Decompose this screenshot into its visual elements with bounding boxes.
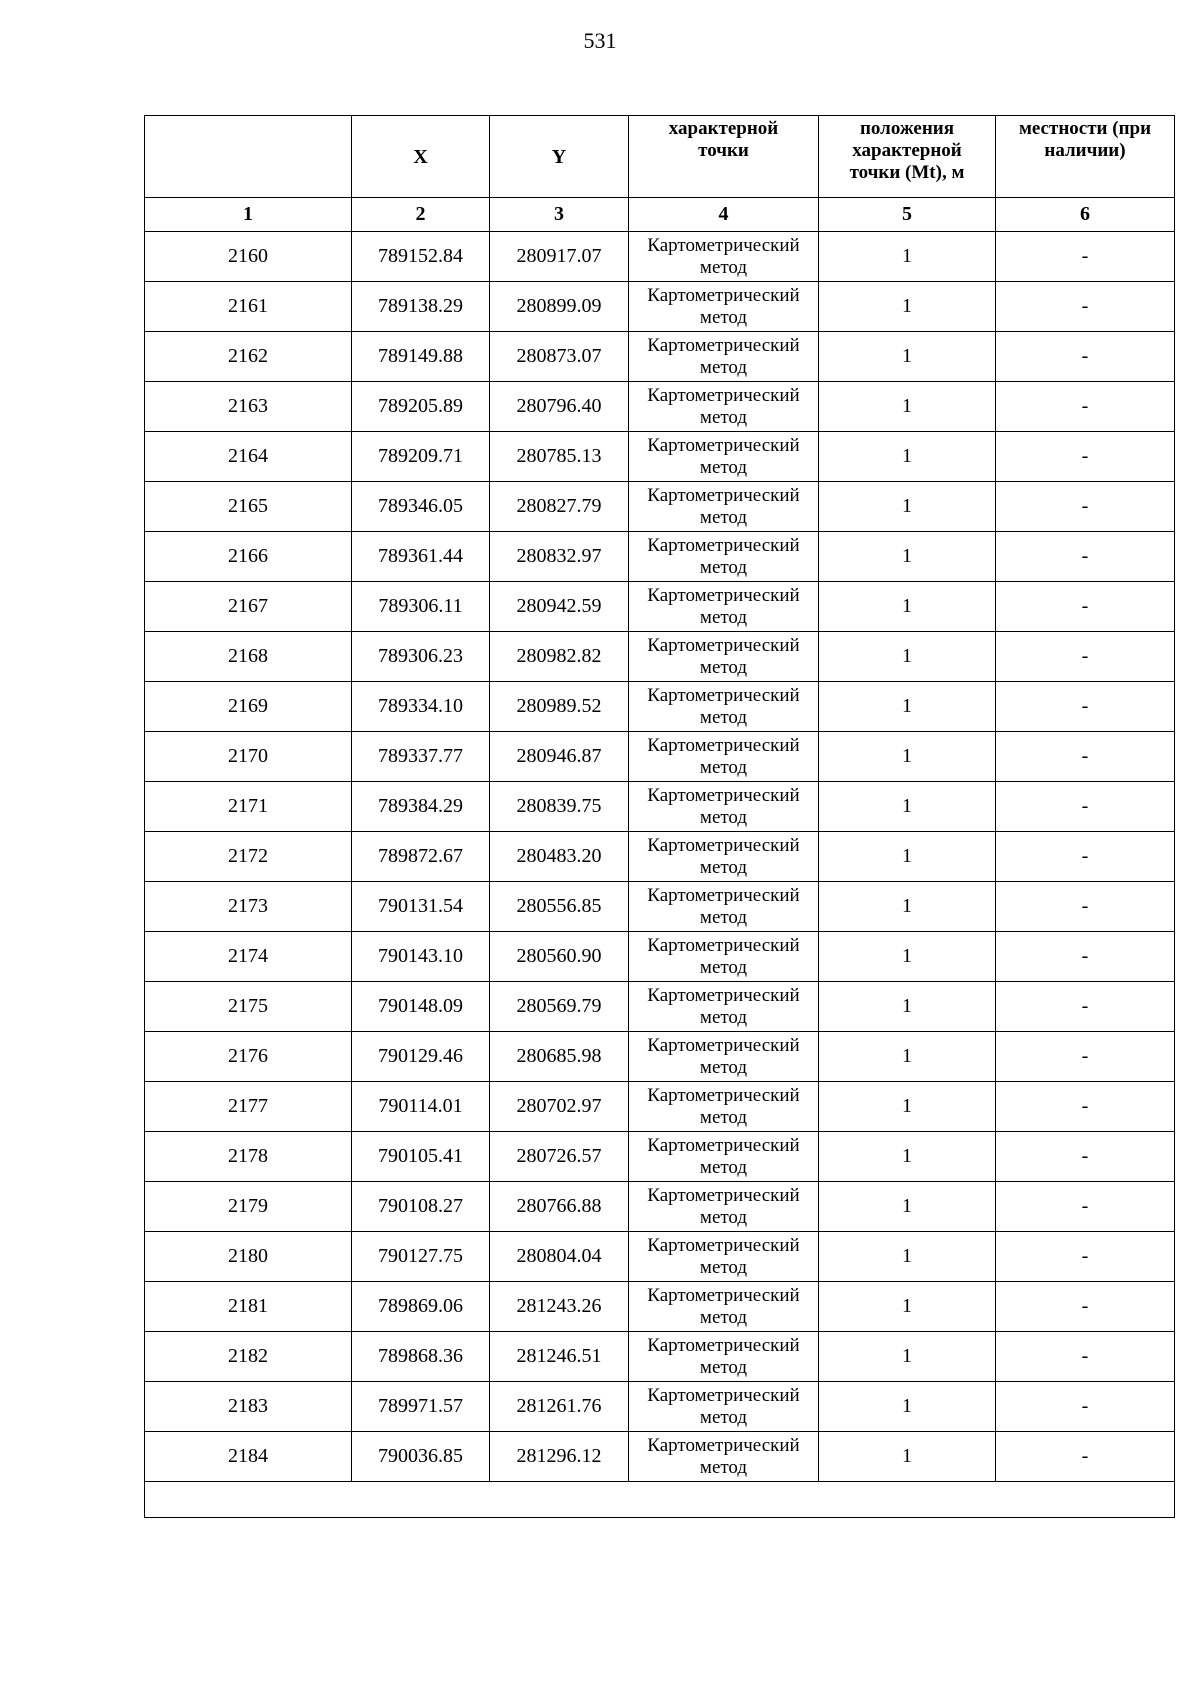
accuracy-cell: 1: [819, 282, 996, 332]
method-cell: [629, 982, 819, 1032]
method-line: Картометрический: [647, 384, 800, 406]
method-cell: [629, 582, 819, 632]
method-line: метод: [699, 356, 748, 378]
method-line: Картометрический: [647, 684, 800, 706]
column-number-row: [145, 198, 1175, 232]
accuracy-cell: 1: [819, 1332, 996, 1382]
y-coordinate-cell: 280989.52: [490, 682, 629, 732]
accuracy-cell: 1: [819, 682, 996, 732]
point-number-cell: 2163: [145, 382, 352, 432]
column-number: 4: [629, 198, 819, 232]
y-coordinate-cell: 280766.88: [490, 1182, 629, 1232]
table-row: [145, 232, 1175, 282]
y-coordinate-cell: 280839.75: [490, 782, 629, 832]
description-cell: -: [996, 1132, 1175, 1182]
x-coordinate-cell: 789205.89: [352, 382, 490, 432]
method-cell: [629, 682, 819, 732]
method-cell: [629, 1332, 819, 1382]
y-coordinate-cell: 280796.40: [490, 382, 629, 432]
point-number-cell: 2179: [145, 1182, 352, 1232]
method-cell: [629, 932, 819, 982]
description-cell: -: [996, 1382, 1175, 1432]
header-point-number: [145, 116, 352, 198]
description-cell: -: [996, 432, 1175, 482]
description-cell: -: [996, 332, 1175, 382]
header-row: [145, 116, 1175, 198]
method-line: метод: [699, 456, 748, 478]
method-line: метод: [699, 1456, 748, 1478]
method-line: метод: [699, 856, 748, 878]
point-number-cell: 2173: [145, 882, 352, 932]
point-number-cell: 2177: [145, 1082, 352, 1132]
method-line: метод: [699, 606, 748, 628]
x-coordinate-cell: 789149.88: [352, 332, 490, 382]
method-line: Картометрический: [647, 634, 800, 656]
header-method: характерной точки: [629, 116, 819, 198]
method-line: метод: [699, 406, 748, 428]
point-number-cell: 2176: [145, 1032, 352, 1082]
table-row: [145, 882, 1175, 932]
table-row: [145, 1432, 1175, 1482]
method-line: Картометрический: [647, 1284, 800, 1306]
description-cell: -: [996, 1032, 1175, 1082]
method-cell: [629, 1282, 819, 1332]
table-row: [145, 682, 1175, 732]
header-y: Y: [490, 116, 629, 198]
table-row: [145, 1382, 1175, 1432]
method-line: Картометрический: [647, 284, 800, 306]
accuracy-cell: 1: [819, 932, 996, 982]
y-coordinate-cell: 280556.85: [490, 882, 629, 932]
method-line: метод: [699, 656, 748, 678]
description-cell: -: [996, 982, 1175, 1032]
x-coordinate-cell: 789872.67: [352, 832, 490, 882]
accuracy-cell: 1: [819, 532, 996, 582]
description-cell: -: [996, 1082, 1175, 1132]
method-line: Картометрический: [647, 984, 800, 1006]
column-number: 2: [352, 198, 490, 232]
page-number: 531: [583, 28, 617, 53]
method-line: метод: [699, 1206, 748, 1228]
accuracy-cell: 1: [819, 382, 996, 432]
accuracy-cell: 1: [819, 332, 996, 382]
method-line: Картометрический: [647, 1034, 800, 1056]
table-row: [145, 982, 1175, 1032]
description-cell: -: [996, 582, 1175, 632]
point-number-cell: 2166: [145, 532, 352, 582]
table-row: [145, 1132, 1175, 1182]
description-cell: -: [996, 732, 1175, 782]
point-number-cell: 2164: [145, 432, 352, 482]
x-coordinate-cell: 789209.71: [352, 432, 490, 482]
x-coordinate-cell: 789152.84: [352, 232, 490, 282]
y-coordinate-cell: 280569.79: [490, 982, 629, 1032]
y-coordinate-cell: 280702.97: [490, 1082, 629, 1132]
x-coordinate-cell: 790114.01: [352, 1082, 490, 1132]
method-line: метод: [699, 556, 748, 578]
y-coordinate-cell: 280560.90: [490, 932, 629, 982]
accuracy-cell: 1: [819, 1432, 996, 1482]
table-row: [145, 1232, 1175, 1282]
x-coordinate-cell: 789868.36: [352, 1332, 490, 1382]
point-number-cell: 2172: [145, 832, 352, 882]
method-line: метод: [699, 1006, 748, 1028]
method-line: Картометрический: [647, 1334, 800, 1356]
method-line: Картометрический: [647, 784, 800, 806]
column-number: 1: [145, 198, 352, 232]
point-number-cell: 2180: [145, 1232, 352, 1282]
accuracy-cell: 1: [819, 1182, 996, 1232]
y-coordinate-cell: 280832.97: [490, 532, 629, 582]
description-cell: -: [996, 1332, 1175, 1382]
method-cell: [629, 732, 819, 782]
method-cell: [629, 232, 819, 282]
description-cell: -: [996, 382, 1175, 432]
description-cell: -: [996, 832, 1175, 882]
method-line: Картометрический: [647, 934, 800, 956]
x-coordinate-cell: 789384.29: [352, 782, 490, 832]
point-number-cell: 2160: [145, 232, 352, 282]
method-line: Картометрический: [647, 584, 800, 606]
table-row: [145, 732, 1175, 782]
header-description: местности (при наличии): [996, 116, 1175, 198]
method-line: метод: [699, 806, 748, 828]
accuracy-cell: 1: [819, 1032, 996, 1082]
description-cell: -: [996, 532, 1175, 582]
x-coordinate-cell: 789306.11: [352, 582, 490, 632]
method-line: метод: [699, 1306, 748, 1328]
y-coordinate-cell: 280483.20: [490, 832, 629, 882]
method-cell: [629, 1132, 819, 1182]
y-coordinate-cell: 280685.98: [490, 1032, 629, 1082]
x-coordinate-cell: 789361.44: [352, 532, 490, 582]
method-cell: [629, 1182, 819, 1232]
method-cell: [629, 282, 819, 332]
point-number-cell: 2167: [145, 582, 352, 632]
method-line: метод: [699, 756, 748, 778]
table-row: [145, 432, 1175, 482]
header-x: X: [352, 116, 490, 198]
y-coordinate-cell: 280899.09: [490, 282, 629, 332]
accuracy-cell: 1: [819, 782, 996, 832]
method-cell: [629, 332, 819, 382]
method-cell: [629, 432, 819, 482]
point-number-cell: 2170: [145, 732, 352, 782]
method-line: Картометрический: [647, 234, 800, 256]
method-cell: [629, 1032, 819, 1082]
method-line: Картометрический: [647, 1434, 800, 1456]
empty-footer-cell: [145, 1482, 1175, 1518]
table-row: [145, 1332, 1175, 1382]
accuracy-cell: 1: [819, 1132, 996, 1182]
point-number-cell: 2178: [145, 1132, 352, 1182]
column-number: 5: [819, 198, 996, 232]
coordinates-table: [144, 115, 1175, 1518]
method-line: Картометрический: [647, 1184, 800, 1206]
table-row: [145, 1282, 1175, 1332]
description-cell: -: [996, 632, 1175, 682]
method-cell: [629, 632, 819, 682]
y-coordinate-cell: 281243.26: [490, 1282, 629, 1332]
accuracy-cell: 1: [819, 232, 996, 282]
method-line: метод: [699, 1406, 748, 1428]
method-line: Картометрический: [647, 834, 800, 856]
point-number-cell: 2162: [145, 332, 352, 382]
point-number-cell: 2184: [145, 1432, 352, 1482]
table-row: [145, 782, 1175, 832]
x-coordinate-cell: 789346.05: [352, 482, 490, 532]
header-accuracy: положения характерной точки (Mt), м: [819, 116, 996, 198]
method-cell: [629, 782, 819, 832]
y-coordinate-cell: 281296.12: [490, 1432, 629, 1482]
method-line: Картометрический: [647, 484, 800, 506]
point-number-cell: 2181: [145, 1282, 352, 1332]
accuracy-cell: 1: [819, 1082, 996, 1132]
method-line: метод: [699, 1106, 748, 1128]
method-line: Картометрический: [647, 734, 800, 756]
y-coordinate-cell: 280804.04: [490, 1232, 629, 1282]
x-coordinate-cell: 790129.46: [352, 1032, 490, 1082]
x-coordinate-cell: 790148.09: [352, 982, 490, 1032]
point-number-cell: 2183: [145, 1382, 352, 1432]
method-cell: [629, 1382, 819, 1432]
x-coordinate-cell: 790143.10: [352, 932, 490, 982]
method-line: Картометрический: [647, 1384, 800, 1406]
accuracy-cell: 1: [819, 632, 996, 682]
method-cell: [629, 1232, 819, 1282]
method-line: метод: [699, 1356, 748, 1378]
method-cell: [629, 382, 819, 432]
method-line: метод: [699, 956, 748, 978]
x-coordinate-cell: 789337.77: [352, 732, 490, 782]
accuracy-cell: 1: [819, 482, 996, 532]
accuracy-cell: 1: [819, 832, 996, 882]
description-cell: -: [996, 782, 1175, 832]
accuracy-cell: 1: [819, 1382, 996, 1432]
method-cell: [629, 532, 819, 582]
x-coordinate-cell: 790108.27: [352, 1182, 490, 1232]
table-row: [145, 632, 1175, 682]
point-number-cell: 2168: [145, 632, 352, 682]
x-coordinate-cell: 789971.57: [352, 1382, 490, 1432]
y-coordinate-cell: 280982.82: [490, 632, 629, 682]
table-row: [145, 1182, 1175, 1232]
accuracy-cell: 1: [819, 1232, 996, 1282]
accuracy-cell: 1: [819, 882, 996, 932]
accuracy-cell: 1: [819, 432, 996, 482]
method-line: Картометрический: [647, 884, 800, 906]
method-cell: [629, 482, 819, 532]
method-line: Картометрический: [647, 434, 800, 456]
y-coordinate-cell: 281246.51: [490, 1332, 629, 1382]
method-line: метод: [699, 306, 748, 328]
table-row: [145, 332, 1175, 382]
point-number-cell: 2174: [145, 932, 352, 982]
description-cell: -: [996, 482, 1175, 532]
method-cell: [629, 882, 819, 932]
x-coordinate-cell: 789306.23: [352, 632, 490, 682]
table-body: [145, 232, 1175, 1482]
table-row: [145, 282, 1175, 332]
table-row: [145, 582, 1175, 632]
y-coordinate-cell: 281261.76: [490, 1382, 629, 1432]
method-line: Картометрический: [647, 534, 800, 556]
point-number-cell: 2182: [145, 1332, 352, 1382]
method-line: метод: [699, 506, 748, 528]
table-row: [145, 382, 1175, 432]
accuracy-cell: 1: [819, 1282, 996, 1332]
y-coordinate-cell: 280942.59: [490, 582, 629, 632]
method-line: метод: [699, 906, 748, 928]
accuracy-cell: 1: [819, 582, 996, 632]
x-coordinate-cell: 789138.29: [352, 282, 490, 332]
x-coordinate-cell: 790036.85: [352, 1432, 490, 1482]
description-cell: -: [996, 1432, 1175, 1482]
table-row: [145, 832, 1175, 882]
description-cell: -: [996, 682, 1175, 732]
method-line: Картометрический: [647, 1234, 800, 1256]
x-coordinate-cell: 790105.41: [352, 1132, 490, 1182]
y-coordinate-cell: 280873.07: [490, 332, 629, 382]
x-coordinate-cell: 789334.10: [352, 682, 490, 732]
y-coordinate-cell: 280917.07: [490, 232, 629, 282]
method-line: метод: [699, 1056, 748, 1078]
method-cell: [629, 1432, 819, 1482]
accuracy-cell: 1: [819, 732, 996, 782]
x-coordinate-cell: 789869.06: [352, 1282, 490, 1332]
point-number-cell: 2165: [145, 482, 352, 532]
empty-footer-row: [145, 1482, 1175, 1518]
description-cell: -: [996, 232, 1175, 282]
y-coordinate-cell: 280785.13: [490, 432, 629, 482]
method-line: Картометрический: [647, 1084, 800, 1106]
table-row: [145, 1082, 1175, 1132]
table-row: [145, 532, 1175, 582]
y-coordinate-cell: 280726.57: [490, 1132, 629, 1182]
method-line: метод: [699, 706, 748, 728]
description-cell: -: [996, 1182, 1175, 1232]
description-cell: -: [996, 1282, 1175, 1332]
method-line: метод: [699, 1156, 748, 1178]
column-number: 3: [490, 198, 629, 232]
description-cell: -: [996, 932, 1175, 982]
description-cell: -: [996, 882, 1175, 932]
column-number: 6: [996, 198, 1175, 232]
method-line: метод: [699, 256, 748, 278]
table-row: [145, 932, 1175, 982]
point-number-cell: 2171: [145, 782, 352, 832]
point-number-cell: 2175: [145, 982, 352, 1032]
method-cell: [629, 1082, 819, 1132]
accuracy-cell: 1: [819, 982, 996, 1032]
table-row: [145, 482, 1175, 532]
method-line: Картометрический: [647, 1134, 800, 1156]
table-row: [145, 1032, 1175, 1082]
description-cell: -: [996, 282, 1175, 332]
method-cell: [629, 832, 819, 882]
x-coordinate-cell: 790127.75: [352, 1232, 490, 1282]
description-cell: -: [996, 1232, 1175, 1282]
x-coordinate-cell: 790131.54: [352, 882, 490, 932]
method-line: метод: [699, 1256, 748, 1278]
method-line: Картометрический: [647, 334, 800, 356]
y-coordinate-cell: 280946.87: [490, 732, 629, 782]
y-coordinate-cell: 280827.79: [490, 482, 629, 532]
point-number-cell: 2161: [145, 282, 352, 332]
point-number-cell: 2169: [145, 682, 352, 732]
